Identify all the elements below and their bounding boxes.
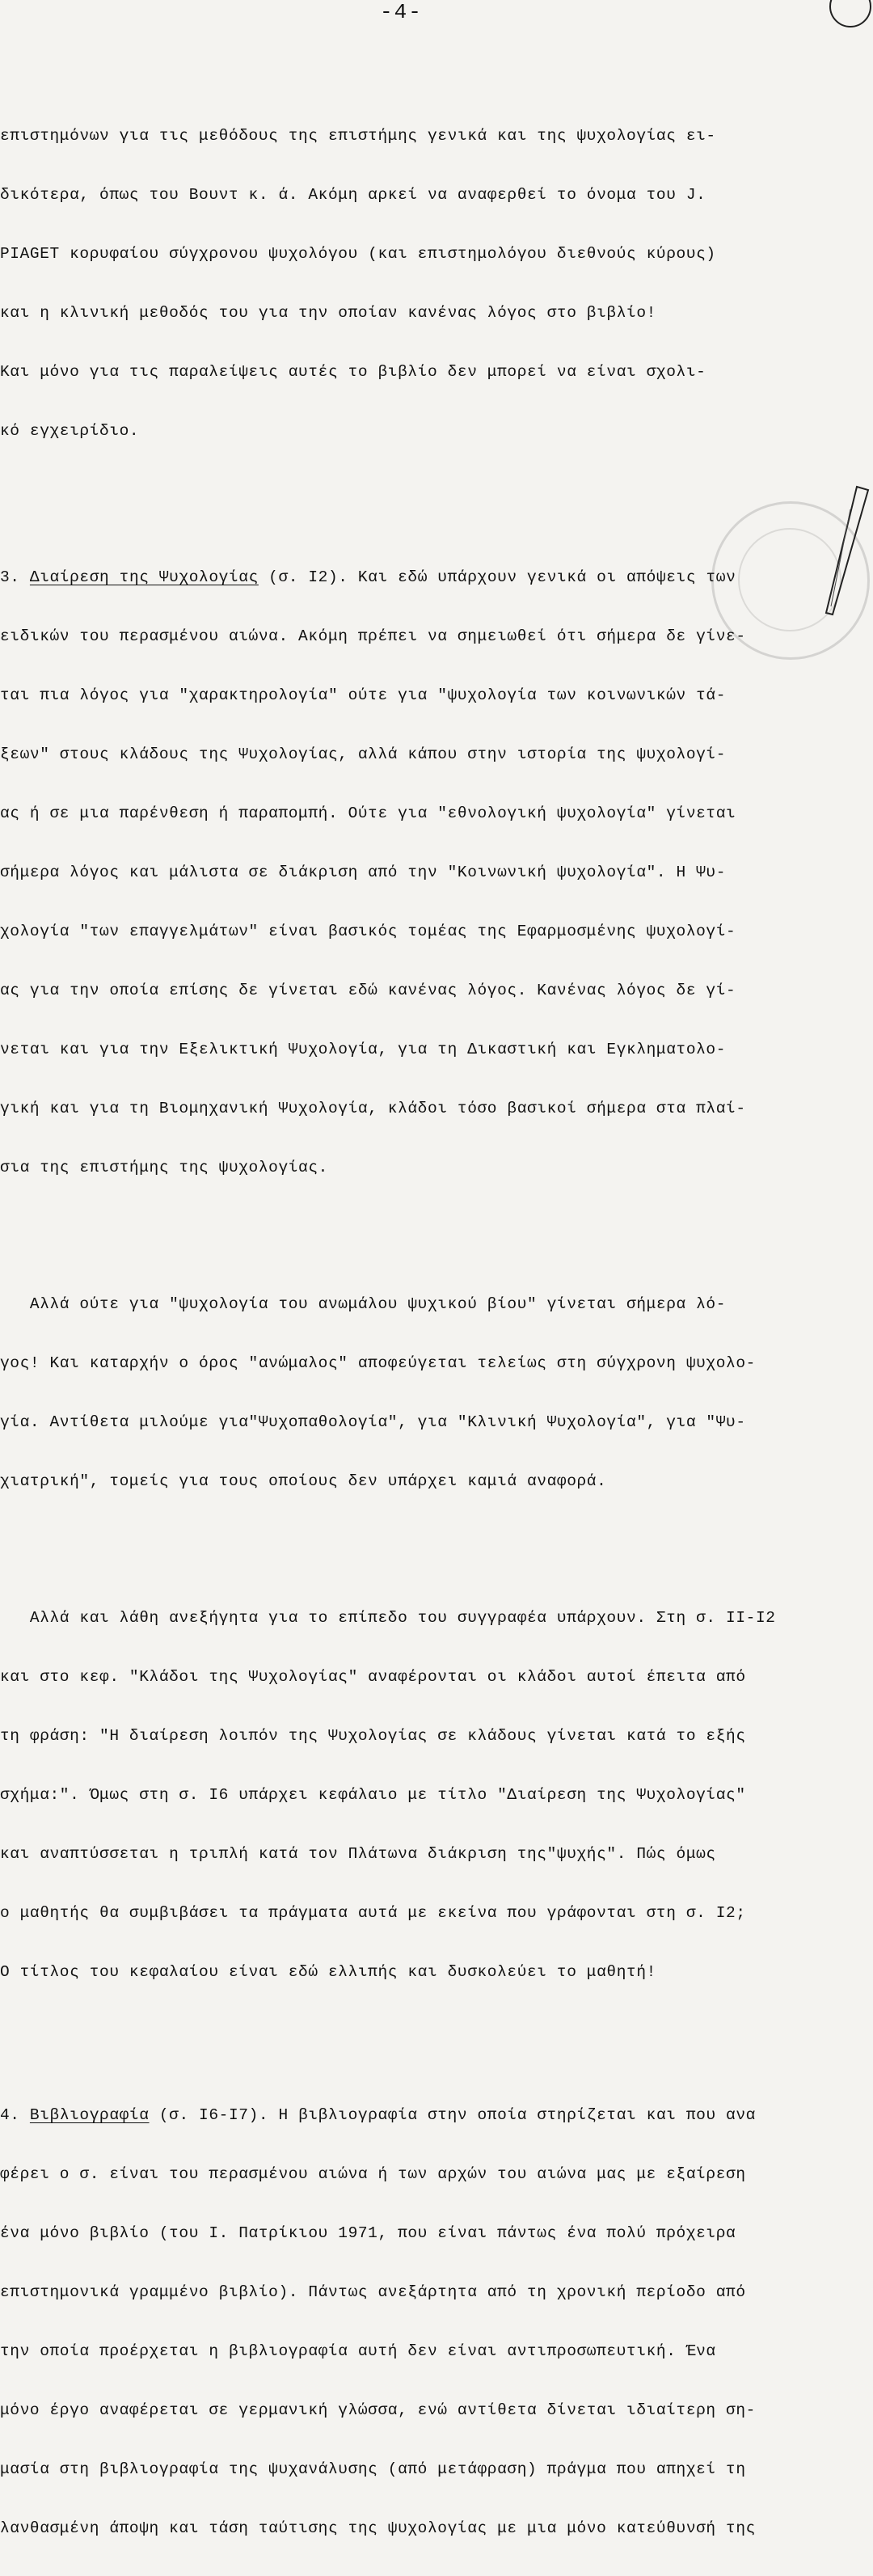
text-line: γία. Αντίθετα μιλούμε για"Ψυχοπαθολογία", για "Κλινική Ψυχολογία", για "Ψυ- (0, 1413, 746, 1431)
text-line: ας για την οποία επίσης δε γίνεται εδώ κανένας λόγος. Κανένας λόγος δε γί- (0, 982, 736, 999)
text-line: Αλλά και λάθη ανεξήγητα για το επίπεδο του συγγραφέα υπάρχουν. Στη σ. ΙΙ-Ι2 (0, 1609, 776, 1627)
text-line: ειδικών του περασμένου αιώνα. Ακόμη πρέπει να σημειωθεί ότι σήμερα δε γίνε- (0, 627, 746, 645)
text-line: σχήμα:". Όμως στη σ. Ι6 υπάρχει κεφάλαιο με τίτλο "Διαίρεση της Ψυχολογίας" (0, 1786, 746, 1804)
text-line: Ο τίτλος του κεφαλαίου είναι εδώ ελλιπής και δυσκολεύει το μαθητή! (0, 1963, 656, 1981)
text-line: επιστημονικά γραμμένο βιβλίο). Πάντως ανεξάρτητα από τη χρονική περίοδο από (0, 2283, 746, 2301)
text-line: Και μόνο για τις παραλείψεις αυτές το βιβλίο δεν μπορεί να είναι σχολι- (0, 363, 706, 381)
text-line: σήμερα λόγος και μάλιστα σε διάκριση από την "Κοινωνική ψυχολογία". Η Ψυ- (0, 864, 727, 881)
text-line: και στο κεφ. "Κλάδοι της Ψυχολογίας" αναφέρονται οι κλάδοι αυτοί έπειτα από (0, 1668, 746, 1686)
text-line: δικότερα, όπως του Βουντ κ. ά. Ακόμη αρκεί να αναφερθεί το όνομα του J. (0, 186, 706, 204)
text-line: PIAGET κορυφαίου σύγχρονου ψυχολόγου (και επιστημολόγου διεθνούς κύρους) (0, 245, 716, 263)
text-line: χολογία "των επαγγελμάτων" είναι βασικός τομέας της Εφαρμοσμένης ψυχολογί- (0, 923, 736, 940)
text-line: λανθασμένη άποψη και τάση ταύτισης της ψυχολογίας με μια μόνο κατεύθυνσή της (0, 2519, 756, 2537)
text-line: ας ή σε μια παρένθεση ή παραπομπή. Ούτε για "εθνολογική ψυχολογία" γίνεται (0, 804, 736, 822)
text-line: Αλλά ούτε για "ψυχολογία του ανωμάλου ψυχικού βίου" γίνεται σήμερα λό- (0, 1295, 727, 1313)
text-line: χιατρική", τομείς για τους οποίους δεν υπάρχει καμιά αναφορά. (0, 1472, 607, 1490)
text-line: ξεων" στους κλάδους της Ψυχολογίας, αλλά κάπου στην ιστορία της ψυχολογί- (0, 745, 727, 763)
pen-nib-mark (808, 485, 873, 623)
text-line: γος! Και καταρχήν ο όρος "ανώμαλος" αποφεύγεται τελείως στη σύγχρονη ψυχολο- (0, 1354, 756, 1372)
text-line: ένα μόνο βιβλίο (του Ι. Πατρίκιου 1971, που είναι πάντως ένα πολύ πρόχειρα (0, 2224, 736, 2242)
text-line: επιστημόνων για τις μεθόδους της επιστήμης γενικά και της ψυχολογίας ει- (0, 127, 716, 145)
page-number: -4- (380, 0, 423, 24)
text-line: ο μαθητής θα συμβιβάσει τα πράγματα αυτά με εκείνα που γράφονται στη σ. Ι2; (0, 1904, 746, 1922)
text-line: την οποία προέρχεται η βιβλιογραφία αυτή δεν είναι αντιπροσωπευτική. Ένα (0, 2342, 716, 2360)
section-number: 3. (0, 568, 20, 586)
text-line: και αναπτύσσεται η τριπλή κατά τον Πλάτωνα διάκριση της"ψυχής". Πώς όμως (0, 1845, 716, 1863)
text-line: και η κλινική μεθοδός του για την οποίαν κανένας λόγος στο βιβλίο! (0, 304, 656, 322)
text-line: κό εγχειρίδιο. (0, 422, 140, 440)
text-line: φέρει ο σ. είναι του περασμένου αιώνα ή των αρχών του αιώνα μας με εξαίρεση (0, 2165, 746, 2183)
text-line: γική και για τη Βιομηχανική Ψυχολογία, κλάδοι τόσο βασικοί σήμερα στα πλαί- (0, 1100, 746, 1117)
text-line: τη φράση: "Η διαίρεση λοιπόν της Ψυχολογίας σε κλάδους γίνεται κατά το εξής (0, 1727, 746, 1745)
corner-circle-mark (829, 0, 871, 27)
section-number: 4. (0, 2106, 20, 2124)
text-line: σια της επιστήμης της ψυχολογίας. (0, 1159, 328, 1176)
section-heading: Βιβλιογραφία (29, 2106, 150, 2124)
section-heading: Διαίρεση της Ψυχολογίας (29, 568, 259, 586)
text-line: ται πια λόγος για "χαρακτηρολογία" ούτε για "ψυχολογία των κοινωνικών τά- (0, 686, 727, 704)
text-span: (σ. Ι6-Ι7). Η βιβλιογραφία στην οποία στηρίζεται και που ανα (149, 2106, 756, 2124)
text-line: μόνο έργο αναφέρεται σε γερμανική γλώσσα, ενώ αντίθετα δίνεται ιδιαίτερη ση- (0, 2401, 756, 2419)
section-4-heading-line (0, 2104, 860, 2127)
body-text (0, 71, 860, 2576)
text-line: νεται και για την Εξελικτική Ψυχολογία, για τη Δικαστική και Εγκληματολο- (0, 1041, 727, 1058)
text-span: (σ. Ι2). Και εδώ υπάρχουν γενικά οι απόψεις των (258, 568, 736, 586)
text-line: μασία στη βιβλιογραφία της ψυχανάλυσης (από μετάφραση) πράγμα που απηχεί τη (0, 2460, 746, 2478)
